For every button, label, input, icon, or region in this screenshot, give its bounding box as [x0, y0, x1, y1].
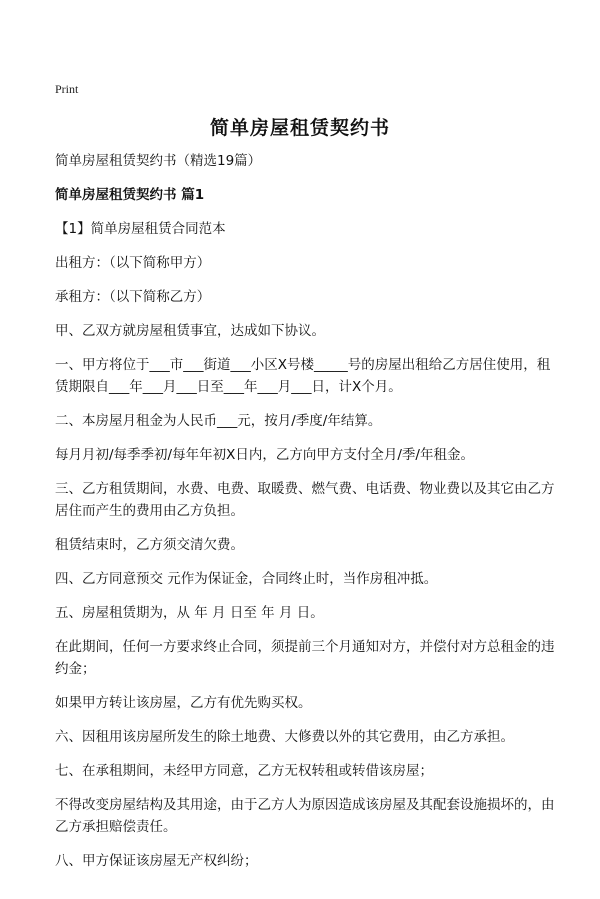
- paragraph: 承租方：（以下简称乙方）: [55, 289, 211, 305]
- paragraph: 甲、乙双方就房屋租赁事宜，达成如下协议。: [55, 323, 325, 339]
- paragraph: 一、甲方将位于___市___街道___小区X号楼_____号的房屋出租给乙方居住使用，租赁期限自___年___月___日至___年___月___日，计X个月。: [55, 357, 551, 395]
- paragraph: 七、在承租期间，未经甲方同意，乙方无权转租或转借该房屋；: [55, 763, 433, 779]
- paragraph: 简单房屋租赁契约书（精选19篇）: [55, 153, 262, 169]
- print-label: Print: [55, 82, 79, 96]
- document-body: [55, 150, 555, 884]
- document-title: 简单房屋租赁契约书: [209, 117, 390, 139]
- paragraph: 租赁结束时，乙方须交清欠费。: [55, 537, 244, 553]
- paragraph: 二、本房屋月租金为人民币___元，按月/季度/年结算。: [55, 413, 382, 429]
- paragraph: 在此期间，任何一方要求终止合同，须提前三个月通知对方，并偿付对方总租金的违约金；: [55, 639, 555, 677]
- paragraph: 八、甲方保证该房屋无产权纠纷；: [55, 853, 258, 869]
- paragraph: 不得改变房屋结构及其用途，由于乙方人为原因造成该房屋及其配套设施损坏的，由乙方承担赔偿责任。: [55, 797, 555, 835]
- section-heading: 简单房屋租赁契约书 篇1: [55, 187, 205, 203]
- paragraph: 出租方：（以下简称甲方）: [55, 255, 211, 271]
- paragraph: 每月月初/每季季初/每年年初X日内，乙方向甲方支付全月/季/年租金。: [55, 447, 474, 463]
- paragraph: 三、乙方租赁期间，水费、电费、取暖费、燃气费、电话费、物业费以及其它由乙方居住而产生的费用由乙方负担。: [55, 481, 555, 519]
- paragraph: 【1】简单房屋租赁合同范本: [55, 221, 226, 237]
- paragraph: 六、因租用该房屋所发生的除土地费、大修费以外的其它费用，由乙方承担。: [55, 729, 514, 745]
- paragraph: 四、乙方同意预交 元作为保证金，合同终止时，当作房租冲抵。: [55, 571, 438, 587]
- paragraph: 五、房屋租赁期为，从 年 月 日至 年 月 日。: [55, 605, 324, 621]
- paragraph: 如果甲方转让该房屋，乙方有优先购买权。: [55, 695, 312, 711]
